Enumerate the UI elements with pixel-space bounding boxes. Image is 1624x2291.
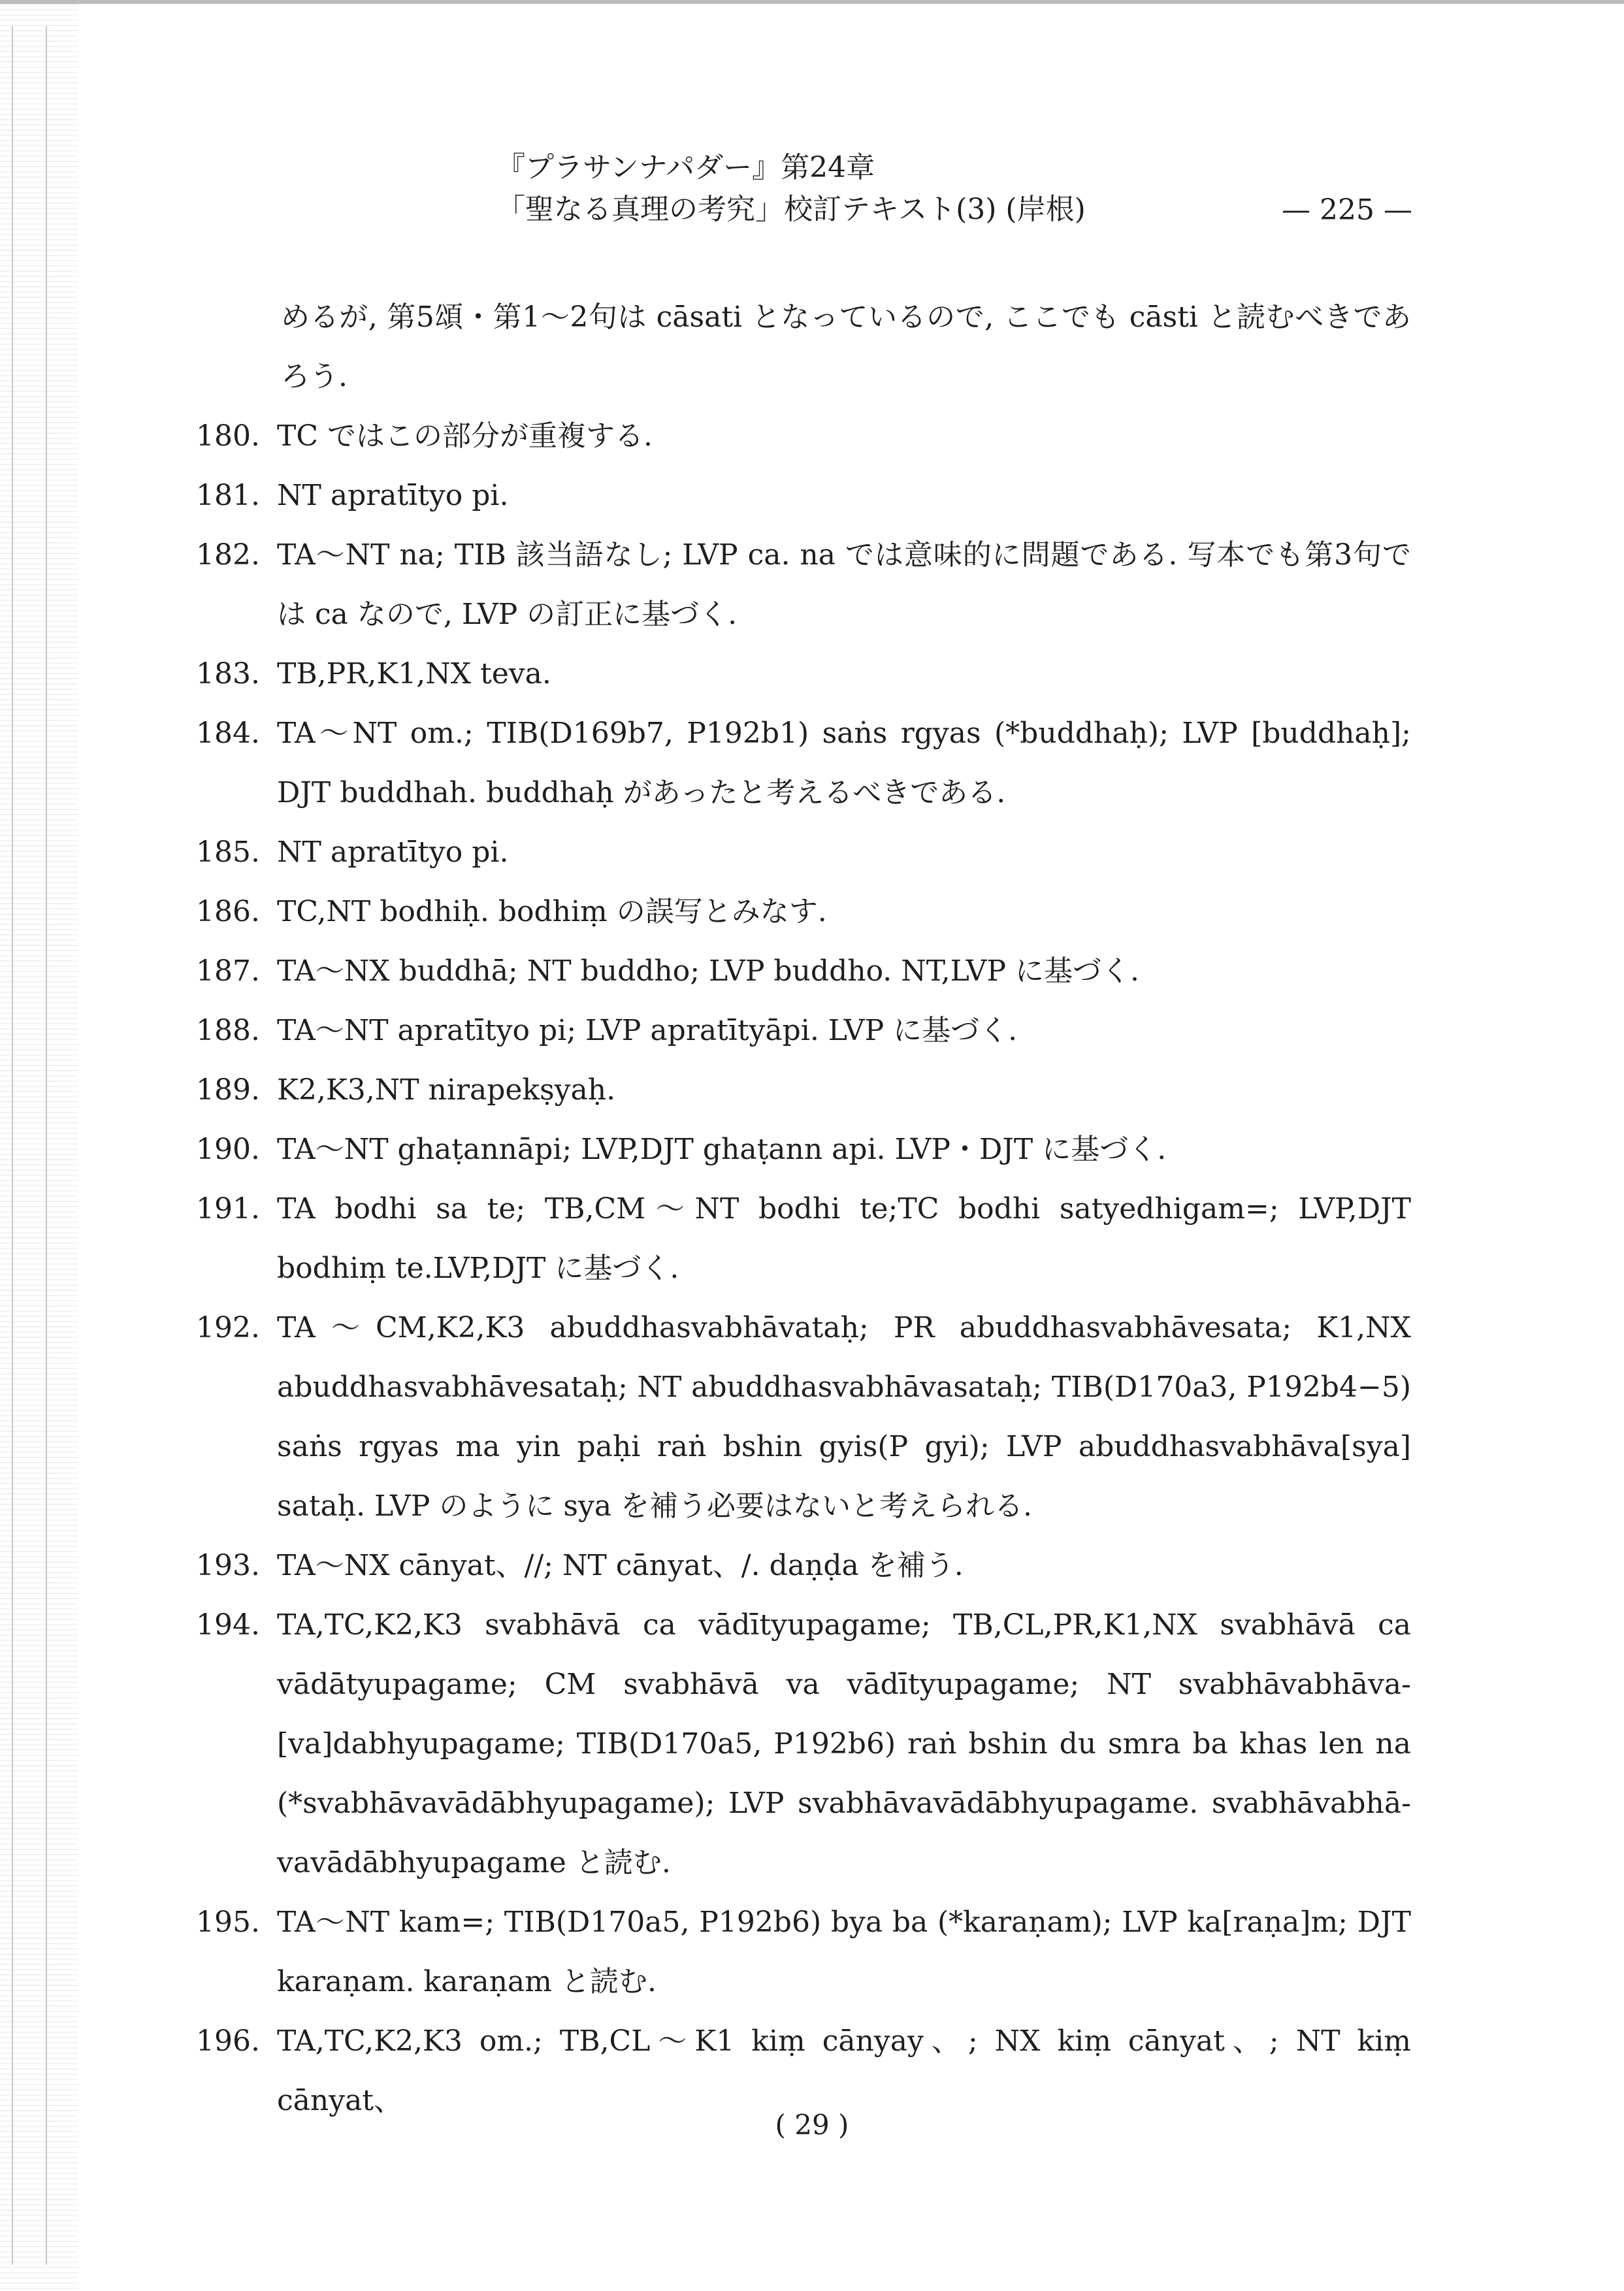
- note-number: 191.: [196, 1192, 260, 1226]
- footer-page-number: ( 29 ): [775, 2109, 849, 2141]
- note-189: [196, 1060, 1411, 1120]
- note-text: K2,K3,NT nirapekṣyaḥ.: [277, 1073, 616, 1107]
- note-text: TA,TC,K2,K3 svabhāvā ca vādītyupagame; TB,CL,PR,K1,NX svabhāvā ca vādātyupagame; CM svabhāvā va vādītyupagame; NT svabhāvabhāva-[va]dabhyupagame; TIB(D170a5, P192b6) raṅ bshin du smra ba khas len na (*svabhāvavādābhyupagame); LVP svabhāvavādābhyupagame. svabhāvabhā-vavādābhyupagame と読む.: [277, 1608, 1411, 1879]
- note-192: [196, 1298, 1411, 1536]
- note-text: TB,PR,K1,NX teva.: [277, 657, 551, 691]
- page-number: — 225 —: [1282, 193, 1412, 227]
- running-header: [496, 147, 1086, 231]
- scan-line: [12, 26, 13, 2265]
- note-text: TA〜NT apratītyo pi; LVP apratītyāpi. LVP に基づく.: [277, 1014, 1018, 1047]
- note-190: [196, 1120, 1411, 1179]
- note-number: 190.: [196, 1133, 260, 1166]
- note-182: [196, 525, 1411, 644]
- note-text: めるが, 第5頌・第1〜2句は cāsati となっているので, ここでも cāsti と読むべきであろう.: [281, 301, 1411, 393]
- note-number: 183.: [196, 657, 260, 691]
- note-number: 181.: [196, 479, 260, 512]
- note-text: NT apratītyo pi.: [277, 479, 509, 512]
- note-text: TA〜CM,K2,K3 abuddhasvabhāvataḥ; PR abuddhasvabhāvesata; K1,NX abuddhasvabhāvesataḥ; NT abuddhasvabhāvasataḥ; TIB(D170a3, P192b4−5) saṅs rgyas ma yin paḥi raṅ bshin gyis(P gyi); LVP abuddhasvabhāva[sya] sataḥ. LVP のように sya を補う必要はないと考えられる.: [277, 1311, 1411, 1523]
- note-number: 192.: [196, 1311, 260, 1344]
- note-193: [196, 1536, 1411, 1595]
- note-186: [196, 882, 1411, 941]
- note-text: TA〜NX buddhā; NT buddho; LVP buddho. NT,LVP に基づく.: [277, 954, 1139, 988]
- note-text: TA〜NT kam=; TIB(D170a5, P192b6) bya ba (*karaṇam); LVP ka[raṇa]m; DJT karaṇam. karaṇam と読む.: [277, 1906, 1411, 1998]
- note-195: [196, 1893, 1411, 2011]
- continued-note: [196, 287, 1411, 406]
- note-number: 195.: [196, 1906, 260, 1939]
- note-text: TC ではこの部分が重複する.: [277, 419, 653, 453]
- note-183: [196, 644, 1411, 704]
- note-text: TA〜NX cānyat、//; NT cānyat、/. daṇḍa を補う.: [277, 1549, 964, 1582]
- note-number: 180.: [196, 419, 260, 453]
- note-number: 196.: [196, 2024, 260, 2058]
- note-text: TA〜NT om.; TIB(D169b7, P192b1) saṅs rgyas (*buddhaḥ); LVP [buddhaḥ]; DJT buddhah. buddhaḥ があったと考えるべきである.: [277, 717, 1411, 809]
- note-number: 182.: [196, 538, 260, 572]
- note-184: [196, 704, 1411, 822]
- note-number: 193.: [196, 1549, 260, 1582]
- header-title-line2: 「聖なる真理の考究」校訂テキスト(3) (岸根): [496, 193, 1086, 226]
- note-187: [196, 941, 1411, 1001]
- note-number: 188.: [196, 1014, 260, 1047]
- header-title-line1: 『プラサンナパダー』第24章: [496, 151, 875, 184]
- scan-left-margin: [0, 0, 78, 2291]
- note-text: TA bodhi sa te; TB,CM〜NT bodhi te;TC bodhi satyedhigam=; LVP,DJT bodhiṃ te.LVP,DJT に基づく.: [277, 1192, 1411, 1285]
- note-text: NT apratītyo pi.: [277, 836, 509, 869]
- notes-list: [196, 287, 1411, 2130]
- note-185: [196, 822, 1411, 882]
- scan-top-edge: [0, 0, 1624, 4]
- note-181: [196, 466, 1411, 525]
- scan-line: [46, 26, 47, 2265]
- note-text: TC,NT bodhiḥ. bodhiṃ の誤写とみなす.: [277, 895, 827, 928]
- note-191: [196, 1179, 1411, 1298]
- note-text: TA,TC,K2,K3 om.; TB,CL〜K1 kiṃ cānyay、; NX kiṃ cānyat、; NT kiṃ cānyat、: [277, 2024, 1411, 2117]
- note-188: [196, 1001, 1411, 1060]
- note-text: TA〜NT ghaṭannāpi; LVP,DJT ghaṭann api. LVP・DJT に基づく.: [277, 1133, 1167, 1166]
- note-number: 187.: [196, 954, 260, 988]
- note-180: [196, 406, 1411, 466]
- note-text: TA〜NT na; TIB 該当語なし; LVP ca. na では意味的に問題である. 写本でも第3句では ca なので, LVP の訂正に基づく.: [277, 538, 1411, 631]
- note-number: 186.: [196, 895, 260, 928]
- note-number: 185.: [196, 836, 260, 869]
- note-number: 184.: [196, 717, 260, 750]
- note-194: [196, 1595, 1411, 1893]
- note-number: 189.: [196, 1073, 260, 1107]
- note-number: 194.: [196, 1608, 260, 1642]
